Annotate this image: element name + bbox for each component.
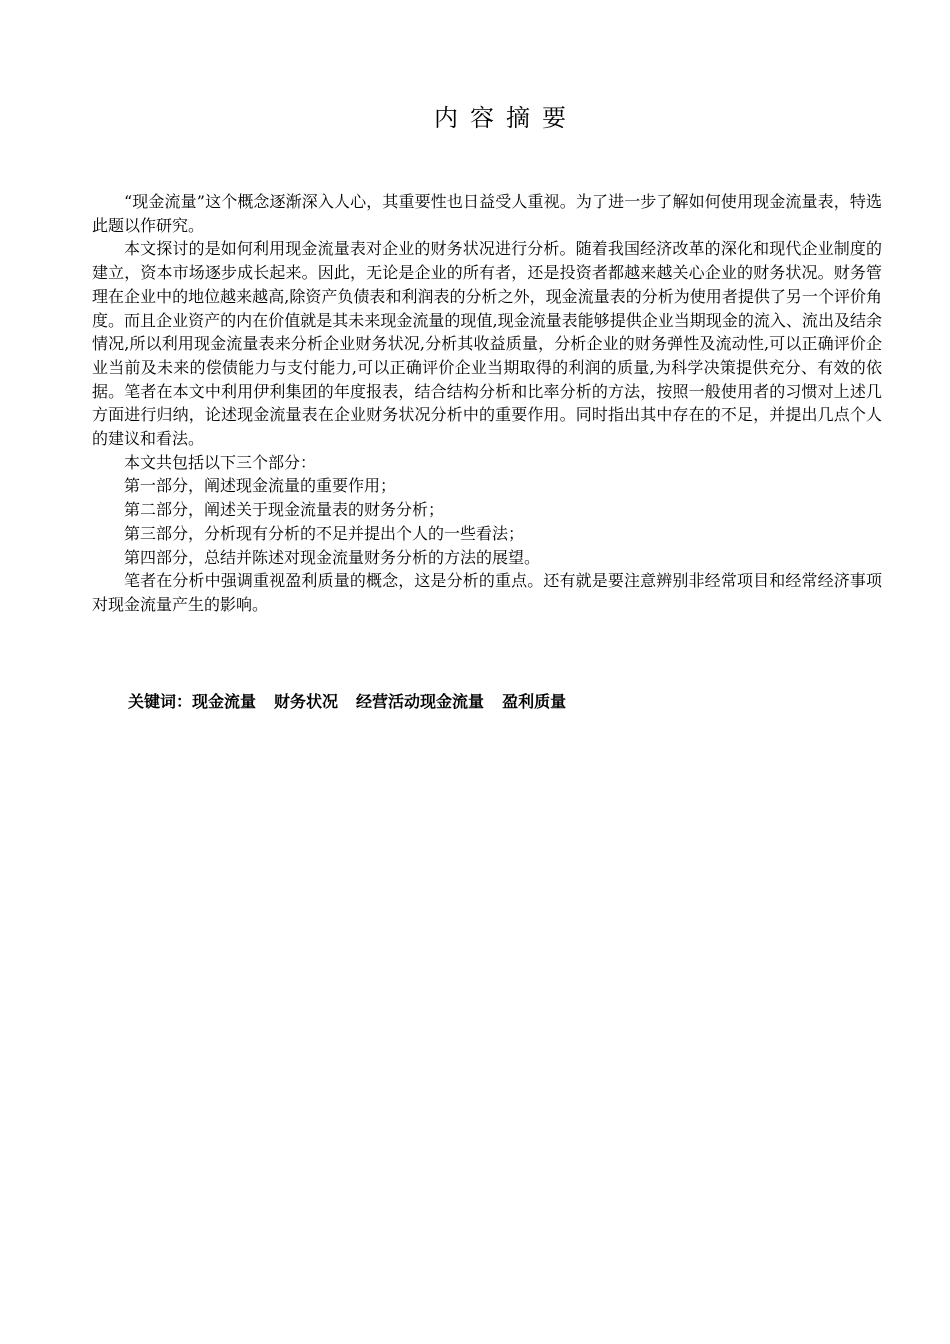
keywords-label: 关键词： [128,692,193,711]
keyword-item: 经营活动现金流量 [356,692,485,711]
paragraph-3: 本文共包括以下三个部分： [124,452,317,472]
keywords-line [128,690,888,714]
abstract-body [92,190,882,617]
paragraph-5: 第二部分，阐述关于现金流量表的财务分析； [124,500,445,520]
paragraph-4: 第一部分，阐述现金流量的重要作用； [124,476,397,496]
keyword-item: 财务状况 [274,692,339,711]
paragraph-2: 本文探讨的是如何利用现金流量表对企业的财务状况进行分析。随着我国经济改革的深化和现代企业制度的建立，资本市场逐步成长起来。因此，无论是企业的所有者，还是投资者都越来越关心企业的财务状况。财务管理在企业中的地位越来越高,除资产负债表和利润表的分析之外，现金流量表的分析为使用者提供了另一个评价角度。而且企业资产的内在价值就是其未来现金流量的现值,现金流量表能够提供企业当期现金的流入、流出及结余情况,所以利用现金流量表来分析企业财务状况,分析其收益质量，分析企业的财务弹性及流动性,可以正确评价企业当前及未来的偿债能力与支付能力,可以正确评价企业当期取得的利润的质量,为科学决策提供充分、有效的依据。笔者在本文中利用伊利集团的年度报表，结合结构分析和比率分析的方法，按照一般使用者的习惯对上述几方面进行归纳，论述现金流量表在企业财务状况分析中的重要作用。同时指出其中存在的不足，并提出几点个人的建议和看法。 [92,239,882,449]
paragraph-1: “现金流量”这个概念逐渐深入人心，其重要性也日益受人重视。为了进一步了解如何使用现金流量表，特选此题以作研究。 [92,192,882,235]
page-title: 内容摘要 [434,104,578,132]
keyword-item: 现金流量 [192,692,257,711]
paragraph-8: 笔者在分析中强调重视盈利质量的概念，这是分析的重点。还有就是要注意辨别非经常项目和经常经济事项对现金流量产生的影响。 [92,571,882,614]
paragraph-7: 第四部分，总结并陈述对现金流量财务分析的方法的展望。 [124,547,541,567]
keyword-item: 盈利质量 [502,692,567,711]
paragraph-6: 第三部分，分析现有分析的不足并提出个人的一些看法； [124,523,525,543]
